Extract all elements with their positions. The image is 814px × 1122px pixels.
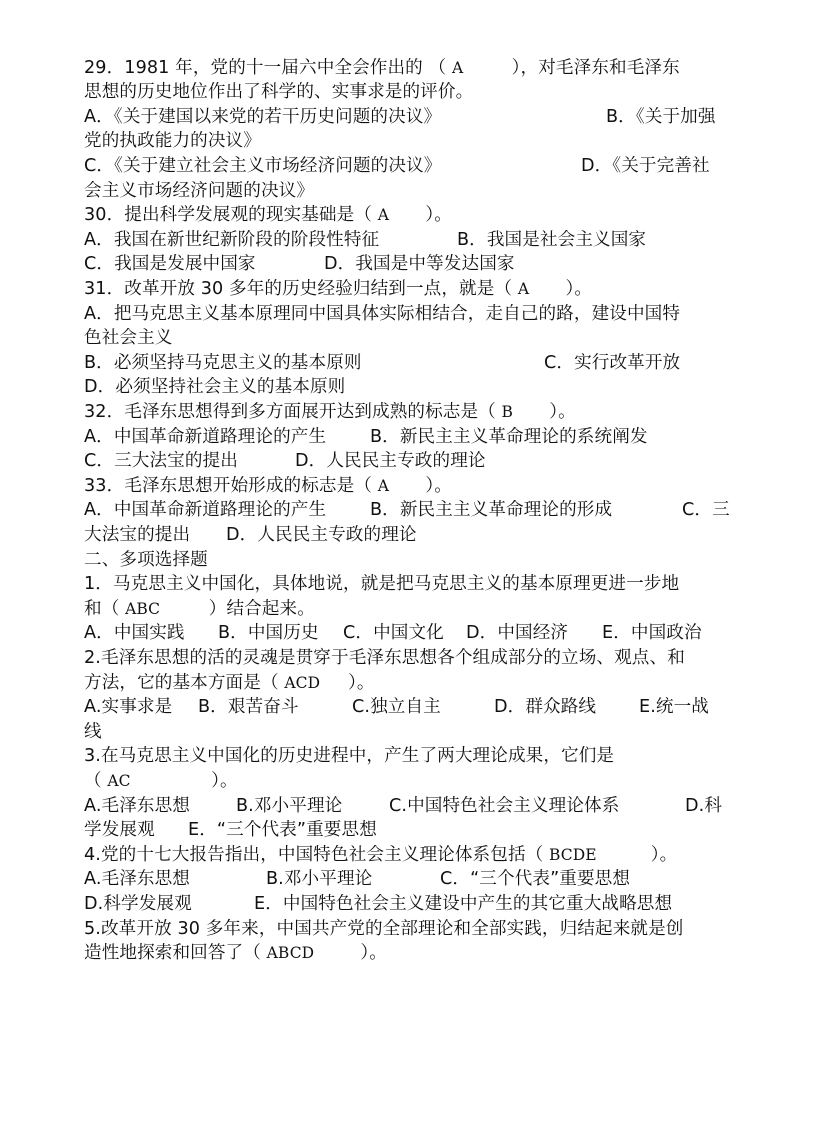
line-3: A．《关于建国以来党的若干历史问题的决议》 B．《关于加强 — [84, 106, 716, 127]
answer-blank: AC — [107, 771, 131, 790]
line-33: 4.党的十七大报告指出，中国特色社会主义理论体系包括（ BCDE ）。 — [84, 843, 730, 868]
line-1: 29．1981 年，党的十一届六中全会作出的 （ A ），对毛泽东和毛泽东 — [84, 56, 730, 81]
line-36: 5.改革开放 30 多年来，中国共产党的全部理论和全部实践，归结起来就是创 — [84, 918, 684, 939]
line-32: 学发展观 E．“三个代表”重要思想 — [84, 820, 377, 841]
answer-blank: ABC — [125, 599, 161, 618]
line-17: C．三大法宝的提出 D．人民民主专政的理论 — [84, 451, 486, 472]
line-35: D.科学发展观 E．中国特色社会主义建设中产生的其它重大战略思想 — [84, 893, 673, 914]
line-7: 30．提出科学发展观的现实基础是（ A ）。 — [84, 203, 730, 228]
line-24: A．中国实践 B．中国历史 C．中国文化 D．中国经济 E．中国政治 — [84, 623, 702, 644]
answer-blank: ABCD — [266, 944, 315, 963]
answer-blank: A — [377, 206, 389, 225]
line-11: A．把马克思主义基本原理同中国具体实际相结合，走自己的路，建设中国特 — [84, 303, 681, 324]
answer-blank: A — [377, 476, 389, 495]
line-15: 32．毛泽东思想得到多方面展开达到成熟的标志是（ B ）。 — [84, 400, 730, 425]
line-29: 3.在马克思主义中国化的历史进程中，产生了两大理论成果，它们是 — [84, 746, 615, 767]
line-16: A．中国革命新道路理论的产生 B．新民主主义革命理论的系统阐发 — [84, 426, 648, 447]
line-26: 方法，它的基本方面是（ ACD ）。 — [84, 671, 730, 696]
answer-blank: ACD — [284, 673, 321, 692]
line-28: 线 — [84, 721, 102, 742]
answer-blank: BCDE — [549, 845, 597, 864]
line-19: A．中国革命新道路理论的产生 B．新民主主义革命理论的形成 C．三 — [84, 500, 730, 521]
line-30: （ AC ）。 — [84, 769, 730, 794]
line-14: D．必须坚持社会主义的基本原则 — [84, 377, 346, 398]
answer-blank: A — [451, 58, 464, 77]
line-34: A.毛泽东思想 B.邓小平理论 C．“三个代表”重要思想 — [84, 869, 631, 890]
line-9: C．我国是发展中国家 D．我国是中等发达国家 — [84, 254, 515, 275]
line-10: 31．改革开放 30 多年的历史经验归结到一点，就是（ A ）。 — [84, 277, 730, 302]
line-20: 大法宝的提出 D．人民民主专政的理论 — [84, 524, 417, 545]
line-4: 党的执政能力的决议》 — [84, 131, 261, 152]
line-18: 33．毛泽东思想开始形成的标志是（ A ）。 — [84, 474, 730, 499]
section-heading: 二、多项选择题 — [84, 549, 208, 570]
line-37: 造性地探索和回答了（ ABCD ）。 — [84, 941, 730, 966]
line-12: 色社会主义 — [84, 328, 173, 349]
line-8: A．我国在新世纪新阶段的阶段性特征 B．我国是社会主义国家 — [84, 229, 647, 250]
answer-blank: A — [517, 279, 530, 298]
line-22: 1．马克思主义中国化，具体地说，就是把马克思主义的基本原理更进一步地 — [84, 574, 680, 595]
line-6: 会主义市场经济问题的决议》 — [84, 180, 315, 201]
line-2: 思想的历史地位作出了科学的、实事求是的评价。 — [84, 82, 474, 103]
line-23: 和（ ABC ）结合起来。 — [84, 597, 730, 622]
line-13: B．必须坚持马克思主义的基本原则 C．实行改革开放 — [84, 352, 681, 373]
line-27: A.实事求是 B．艰苦奋斗 C.独立自主 D．群众路线 E.统一战 — [84, 697, 709, 718]
line-31: A.毛泽东思想 B.邓小平理论 C.中国特色社会主义理论体系 D.科 — [84, 795, 723, 816]
answer-blank: B — [501, 402, 514, 421]
line-5: C．《关于建立社会主义市场经济问题的决议》 D．《关于完善社 — [84, 155, 710, 176]
line-25: 2.毛泽东思想的活的灵魂是贯穿于毛泽东思想各个组成部分的立场、观点、和 — [84, 647, 685, 668]
